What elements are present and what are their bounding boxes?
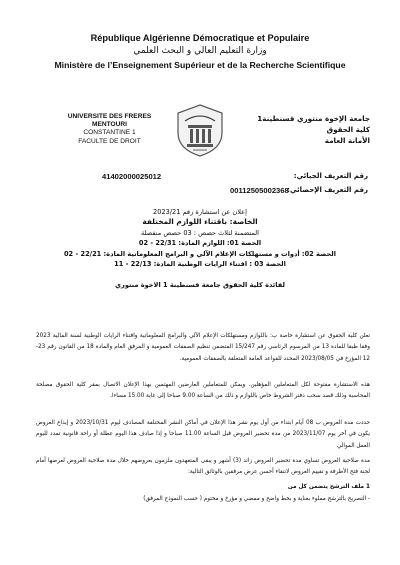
notice-lot1: الحصة 01: اللوازم المادة: 22/31 - 02: [138, 239, 262, 247]
republic-title: République Algérienne Démocratique et Populaire: [90, 33, 310, 43]
stat-id-label: رقم التعريف الإحصائي:: [287, 186, 368, 194]
fiscal-id-value: 41402000025012: [102, 172, 162, 181]
notice-subject: الخاصة: باقتناء اللوازم المختلفة: [142, 217, 258, 226]
notice-lots: المتضمنة لثلاث حصص : 03 حصص منفصلة: [140, 229, 260, 237]
university-ar-line2: كلية الحقوق: [326, 125, 370, 134]
notice-title: إعلان عن استشارة رقم 2023/21: [153, 208, 247, 216]
university-line2: CONSTANTINE 1: [83, 129, 136, 137]
stat-id-value: 00112505002368: [230, 186, 289, 195]
paragraph-file-heading: 1 ملف الترشح يتضمن كل من: [287, 484, 370, 490]
paragraph-validity: مدة صلاحية العروض تساوي مدة تحضير العروض زائد (3) أشهر و يبقى المتعهدون ملزمون بعروضهم خلال مدة صلاحية العروض لعرضها أمام لجنة فتح الأظرفة و تقييم العروض لانتقاء أحسن عرض مرفقين بالوثائق التالية:: [36, 458, 370, 476]
paragraph-openness: هذه الاستشارة مفتوحة لكل المتعاملين المؤهلين. ويمكن للمتعاملين العارضين المهتمين بهذا الإعلان الاتصال بمقر كلية الحقوق مصلحة المحاسبة وذلك قصد سحب دفتر الشروط خاص باللوازم و ذلك من الساعة 9.00 صباحا إلى غاية 15.00 مساءا.: [36, 382, 370, 400]
university-line3: FACULTE DE DROIT: [78, 137, 141, 145]
university-ar-line1: جامعة الإخوة منتوري قسنطينة1: [257, 114, 370, 123]
university-name-french: [52, 113, 167, 146]
fiscal-id-label: رقم التعريف الجبائي:: [293, 172, 368, 180]
paragraph-file-item: - التصريح بالترشح مملوء بعناية و بخط واضح و ممضي و مؤرخ و مختوم ( حسب النموذج المرفق): [143, 496, 370, 502]
paragraph-intro: تعلن كلية الحقوق عن استشارة خاصة ب: باللوازم ومستهلكات الإعلام الآلي والبرامج المعلوماتية واقتناء الرايات الوطنية لسنة المالية 2023 وفقا طبقا للمادة 13 من المرسوم الرئاسي رقم 15/247 المتضمن تنظيم الصفقات العمومية و المرفق العام والمادة 18 من القانون رقم 23-12 المؤرخ في 2023/08/05 المحدد للقواعد العامة المتعلقة بالصفقات العمومية.: [36, 333, 371, 362]
ministry-title-arabic: وزارة التعليم العالي و البحث العلمي: [133, 46, 267, 56]
university-ar-line3: الأمانة العامة: [324, 136, 370, 145]
notice-lot3: الحصة 03 : اقتناء الرايات الوطنية المادة: 22/13 - 11: [114, 260, 286, 268]
ministry-title-french: Ministère de l’Enseignement Supérieur et de la Recherche Scientifique: [54, 60, 346, 70]
university-name-arabic: [250, 113, 370, 146]
notice-lot2: الحصة 02: أدوات و مستهلكات الإعلام الآلي و البرامج المعلوماتية المادة: 22/21 - 02: [63, 250, 337, 258]
notice-faculty: لفائدة كلية الحقوق جامعة قسنطينة 1 الاخوة منتوري: [115, 281, 285, 289]
university-line1: UNIVERSITE DES FRERES MENTOURI: [67, 113, 152, 129]
university-emblem-icon: [175, 103, 225, 158]
paragraph-deadline: حددت مدة العروض ب 08 أيام ابتداء من أول يوم نشر هذا الإعلان في أماكن النشر المختلفة المصادف ليوم 2023/10/31 و إيداع العروض يكون في آخر يوم 2023/11/07 من مدة تحضير العروض قبل الساعة 11.00 صباحا و إذا صادف هذا اليوم عطلة أو راحة قانونية تمدد لليوم العمل الموالي: [36, 420, 371, 449]
